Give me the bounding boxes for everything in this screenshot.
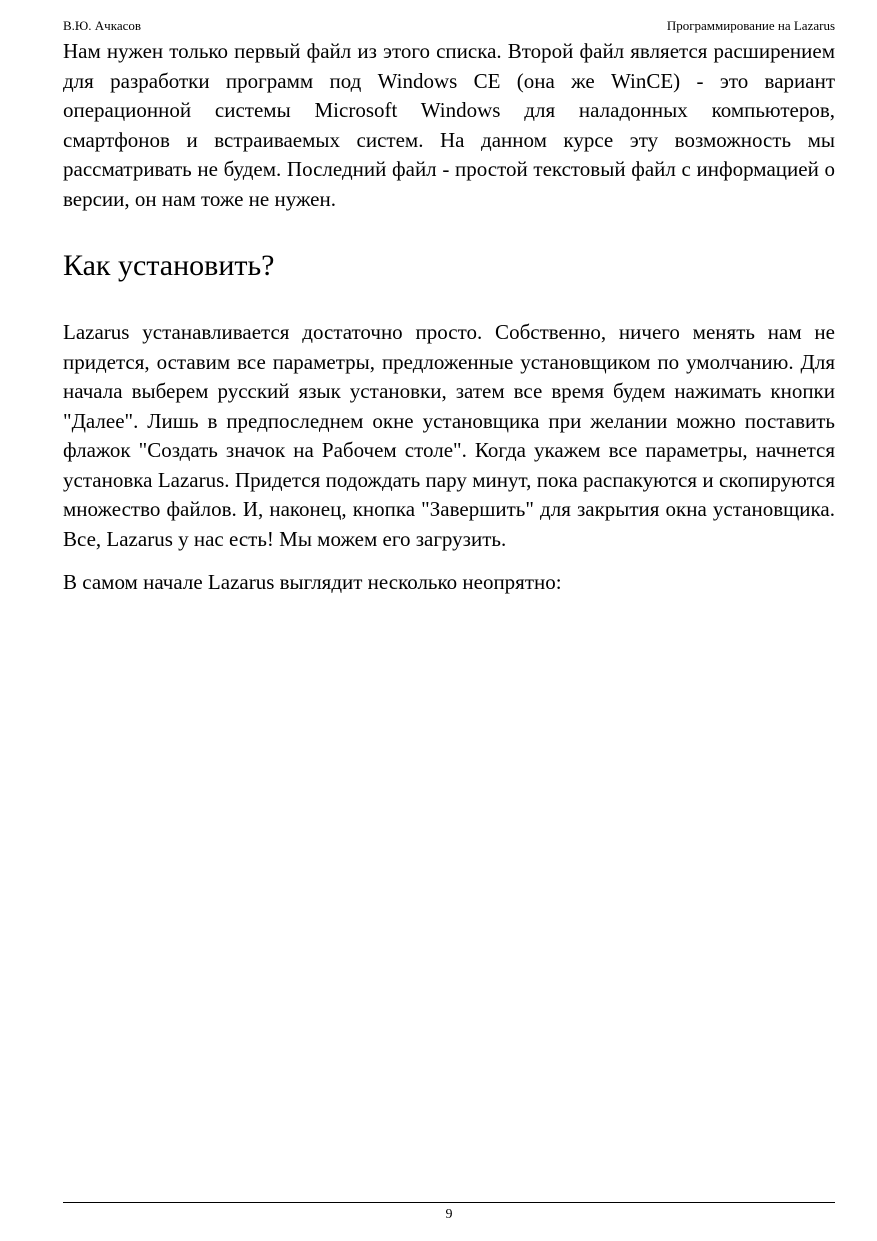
paragraph-first-look: В самом начале Lazarus выглядит несколько неопрятно:	[63, 570, 562, 594]
page-content	[63, 37, 835, 598]
paragraph-installation: Lazarus устанавливается достаточно просто. Собственно, ничего менять нам не придется, оставим все параметры, предложенные установщиком по умолчанию. Для начала выберем русский язык установки, затем все время будем нажимать кнопки "Далее". Лишь в предпоследнем окне установщика при желании можно поставить флажок "Создать значок на Рабочем столе". Когда укажем все параметры, начнется установка Lazarus. Придется подождать пару минут, пока распакуются и скопируются множество файлов. И, наконец, кнопка "Завершить" для закрытия окна установщика. Все, Lazarus у нас есть! Мы можем его загрузить.	[63, 320, 835, 551]
running-header	[63, 16, 835, 36]
paragraph-file-list: Нам нужен только первый файл из этого списка. Второй файл является расширением для разработки программ под Windows CE (она же WinCE) - это вариант операционной системы Microsoft Windows для наладонных компьютеров, смартфонов и встраиваемых систем. На данном курсе эту возможность мы рассматривать не будем. Последний файл - простой текстовый файл с информацией о версии, он нам тоже не нужен.	[63, 39, 835, 211]
footer-divider	[63, 1202, 835, 1203]
header-book-title: Программирование на Lazarus	[666, 18, 835, 33]
page-number: 9	[445, 1207, 453, 1222]
section-heading: Как установить?	[63, 249, 275, 282]
header-author: В.Ю. Ачкасов	[63, 18, 142, 33]
